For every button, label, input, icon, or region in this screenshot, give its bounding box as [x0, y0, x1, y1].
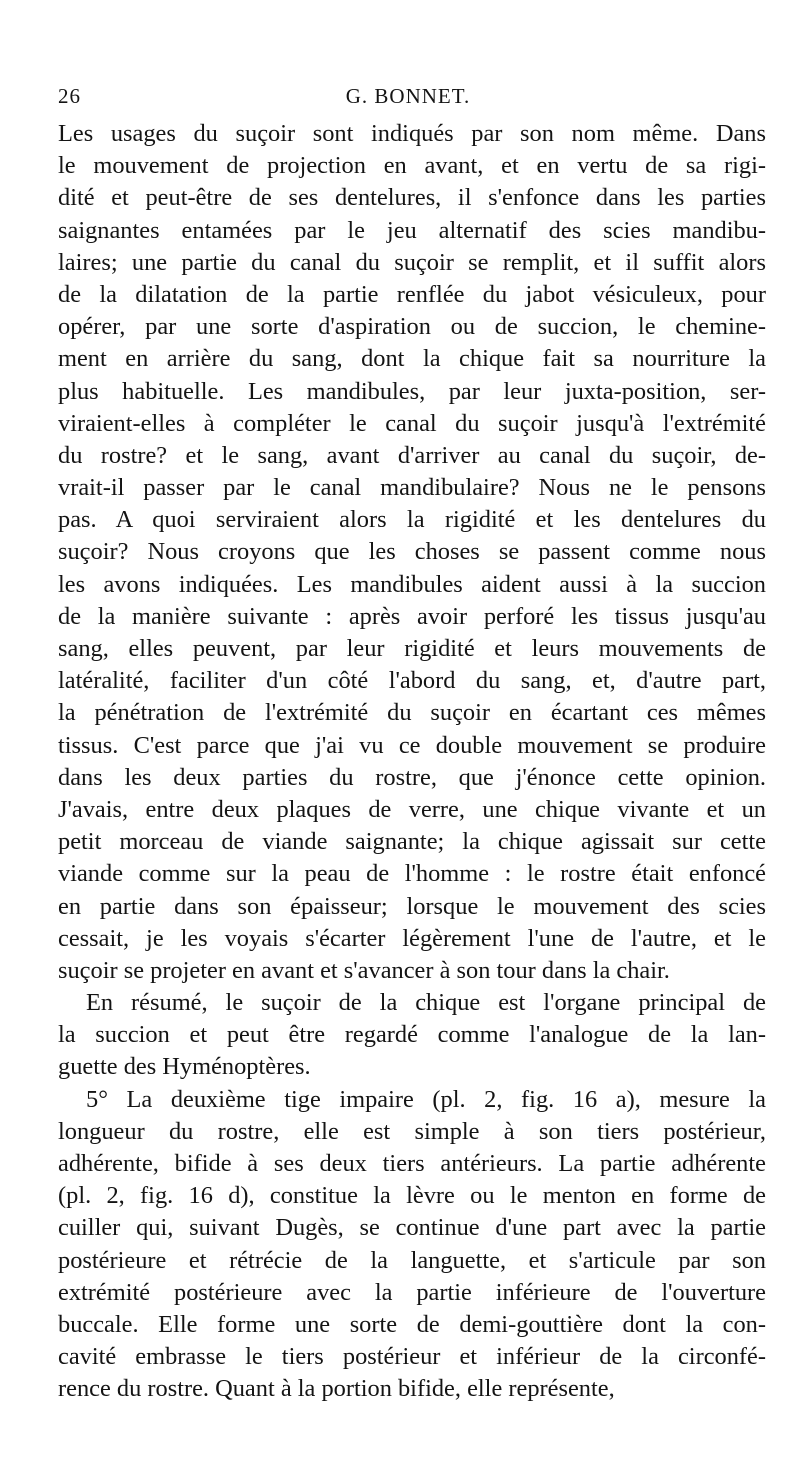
- body-text: [58, 118, 766, 1406]
- paragraph: [58, 987, 766, 1084]
- text-line: opérer, par une sorte d'aspiration ou de succion, le chemine-: [58, 313, 766, 341]
- text-line: le mouvement de projection en avant, et en vertu de sa rigi-: [58, 152, 766, 180]
- text-line: dans les deux parties du rostre, que j'énonce cette opinion.: [58, 763, 766, 791]
- text-line: de la dilatation de la partie renflée du jabot vésiculeux, pour: [58, 280, 766, 308]
- text-line: J'avais, entre deux plaques de verre, une chique vivante et un: [58, 795, 766, 823]
- text-line: latéralité, faciliter d'un côté l'abord du sang, et, d'autre part,: [58, 667, 766, 695]
- text-line: en partie dans son épaisseur; lorsque le mouvement des scies: [58, 892, 766, 920]
- text-line: ment en arrière du sang, dont la chique fait sa nourriture la: [58, 345, 766, 373]
- text-line: viande comme sur la peau de l'homme : le rostre était enfoncé: [58, 860, 766, 888]
- text-line: la pénétration de l'extrémité du suçoir en écartant ces mêmes: [58, 699, 766, 727]
- running-head: G. BONNET.: [345, 84, 471, 108]
- text-line: En résumé, le suçoir de la chique est l'organe principal de: [86, 989, 766, 1017]
- text-line: longueur du rostre, elle est simple à son tiers postérieur,: [58, 1117, 766, 1145]
- text-line: tissus. C'est parce que j'ai vu ce double mouvement se produire: [58, 731, 766, 759]
- paragraph: [58, 118, 766, 987]
- text-line: vrait-il passer par le canal mandibulaire? Nous ne le pensons: [58, 474, 766, 502]
- text-line: postérieure et rétrécie de la languette, et s'articule par son: [58, 1246, 766, 1274]
- text-line: suçoir? Nous croyons que les choses se passent comme nous: [58, 538, 766, 566]
- text-line: pas. A quoi serviraient alors la rigidité et les dentelures du: [58, 506, 766, 534]
- text-line: petit morceau de viande saignante; la chique agissait sur cette: [58, 828, 766, 856]
- text-line: buccale. Elle forme une sorte de demi-gouttière dont la con-: [58, 1310, 766, 1338]
- text-line: de la manière suivante : après avoir perforé les tissus jusqu'au: [58, 602, 766, 630]
- page-number: 26: [58, 84, 81, 108]
- text-line: guette des Hyménoptères.: [58, 1053, 311, 1081]
- text-line: adhérente, bifide à ses deux tiers antérieurs. La partie adhérente: [58, 1150, 766, 1177]
- text-line: (pl. 2, fig. 16 d), constitue la lèvre ou le menton en forme de: [58, 1182, 766, 1210]
- text-line: rence du rostre. Quant à la portion bifide, elle représente,: [58, 1375, 615, 1403]
- text-line: suçoir se projeter en avant et s'avancer à son tour dans la chair.: [58, 956, 670, 984]
- text-line: cavité embrasse le tiers postérieur et inférieur de la circonfé-: [58, 1343, 766, 1371]
- text-line: plus habituelle. Les mandibules, par leur juxta-position, ser-: [58, 377, 766, 405]
- text-line: extrémité postérieure avec la partie inférieure de l'ouverture: [58, 1278, 766, 1306]
- text-line: sang, elles peuvent, par leur rigidité et leurs mouvements de: [58, 635, 766, 662]
- text-line: du rostre? et le sang, avant d'arriver au canal du suçoir, de-: [58, 441, 766, 469]
- text-line: la succion et peut être regardé comme l'analogue de la lan-: [58, 1021, 766, 1049]
- text-line: cuiller qui, suivant Dugès, se continue d'une part avec la partie: [58, 1214, 766, 1242]
- running-header: [58, 84, 758, 114]
- text-line: 5° La deuxième tige impaire (pl. 2, fig. 16 a), mesure la: [86, 1085, 766, 1113]
- text-line: dité et peut-être de ses dentelures, il s'enfonce dans les parties: [58, 184, 766, 212]
- text-line: laires; une partie du canal du suçoir se remplit, et il suffit alors: [58, 248, 766, 276]
- text-line: Les usages du suçoir sont indiqués par son nom même. Dans: [58, 120, 766, 147]
- text-line: les avons indiquées. Les mandibules aident aussi à la succion: [58, 570, 766, 598]
- text-line: viraient-elles à compléter le canal du suçoir jusqu'à l'extrémité: [58, 409, 766, 437]
- paragraph: [58, 1084, 766, 1406]
- text-line: cessait, je les voyais s'écarter légèrement l'une de l'autre, et le: [58, 924, 766, 952]
- text-line: saignantes entamées par le jeu alternatif des scies mandibu-: [58, 216, 766, 244]
